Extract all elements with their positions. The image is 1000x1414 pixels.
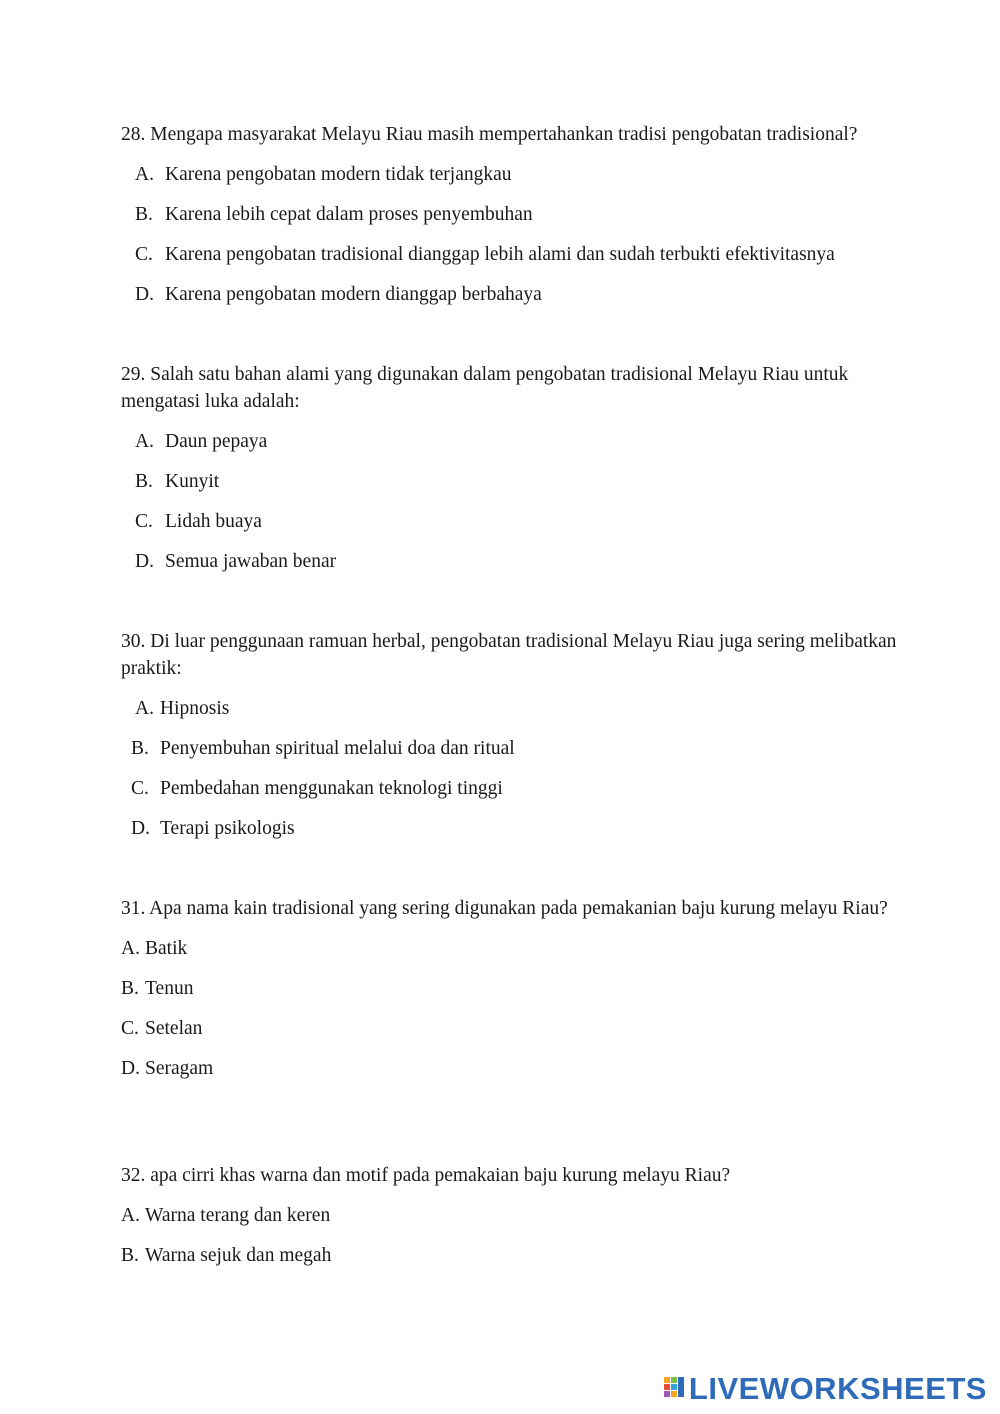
option-b[interactable]: [121, 201, 901, 228]
option-letter: B.: [121, 1245, 139, 1266]
option-text: Setelan: [145, 1018, 203, 1039]
option-b[interactable]: [121, 468, 901, 495]
option-d[interactable]: [121, 548, 901, 575]
question-29: [121, 361, 901, 575]
option-c[interactable]: [121, 508, 901, 535]
option-letter: B.: [135, 204, 153, 225]
option-text: Kunyit: [165, 471, 220, 492]
question-text: 30. Di luar penggunaan ramuan herbal, pengobatan tradisional Melayu Riau juga sering melibatkan praktik:: [121, 631, 897, 679]
option-text: Hipnosis: [160, 698, 230, 719]
question-28: [121, 121, 901, 308]
option-letter: D.: [135, 284, 154, 305]
option-letter: B.: [135, 471, 153, 492]
question-30: [121, 628, 901, 842]
option-text: Warna terang dan keren: [145, 1205, 331, 1226]
option-letter: D.: [131, 818, 150, 839]
option-list: [121, 935, 901, 1082]
option-d[interactable]: [121, 281, 901, 308]
option-a[interactable]: [121, 161, 901, 188]
option-text: Tenun: [145, 978, 194, 999]
option-list: [121, 428, 901, 575]
option-text: Batik: [145, 938, 188, 959]
question-text: 28. Mengapa masyarakat Melayu Riau masih mempertahankan tradisi pengobatan tradisional?: [121, 124, 858, 145]
option-letter: C.: [131, 778, 149, 799]
option-letter: C.: [121, 1018, 139, 1039]
option-d[interactable]: [121, 815, 901, 842]
option-b[interactable]: [121, 975, 901, 1002]
option-text: Daun pepaya: [165, 431, 268, 452]
option-b[interactable]: [121, 1242, 901, 1269]
option-text: Karena pengobatan tradisional dianggap lebih alami dan sudah terbukti efektivitasnya: [165, 244, 835, 265]
option-a[interactable]: [121, 695, 901, 722]
option-a[interactable]: [121, 428, 901, 455]
option-text: Karena pengobatan modern tidak terjangkau: [165, 164, 512, 185]
option-b[interactable]: [121, 735, 901, 762]
option-text: Semua jawaban benar: [165, 551, 337, 572]
liveworksheets-logo-icon: [664, 1377, 686, 1401]
brand-name: LIVEWORKSHEETS: [688, 1371, 987, 1406]
option-letter: B.: [131, 738, 149, 759]
option-list: [121, 695, 901, 842]
option-text: Lidah buaya: [165, 511, 262, 532]
option-d[interactable]: [121, 1055, 901, 1082]
option-text: Karena lebih cepat dalam proses penyembuhan: [165, 204, 533, 225]
option-text: Warna sejuk dan megah: [145, 1245, 332, 1266]
option-text: Pembedahan menggunakan teknologi tinggi: [160, 778, 503, 799]
option-text: Penyembuhan spiritual melalui doa dan ritual: [160, 738, 515, 759]
option-letter: D.: [135, 551, 154, 572]
option-letter: B.: [121, 978, 139, 999]
option-c[interactable]: [121, 241, 901, 268]
option-list: [121, 1202, 901, 1269]
liveworksheets-branding[interactable]: [664, 1371, 987, 1407]
option-text: Terapi psikologis: [160, 818, 295, 839]
option-letter: A.: [135, 164, 154, 185]
question-text: 31. Apa nama kain tradisional yang sering digunakan pada pemakanian baju kurung melayu Riau?: [121, 898, 888, 919]
question-text: 32. apa cirri khas warna dan motif pada pemakaian baju kurung melayu Riau?: [121, 1165, 731, 1186]
question-31: [121, 895, 901, 1082]
option-a[interactable]: [121, 935, 901, 962]
option-letter: A.: [135, 698, 154, 719]
question-32: [121, 1162, 901, 1269]
option-text: Seragam: [145, 1058, 214, 1079]
question-text: 29. Salah satu bahan alami yang digunakan dalam pengobatan tradisional Melayu Riau untuk mengatasi luka adalah:: [121, 364, 849, 412]
option-letter: A.: [135, 431, 154, 452]
option-a[interactable]: [121, 1202, 901, 1229]
option-letter: D.: [121, 1058, 140, 1079]
option-letter: A.: [121, 938, 140, 959]
option-c[interactable]: [121, 1015, 901, 1042]
option-list: [121, 161, 901, 308]
option-letter: A.: [121, 1205, 140, 1226]
option-letter: C.: [135, 511, 153, 532]
option-text: Karena pengobatan modern dianggap berbahaya: [165, 284, 542, 305]
option-letter: C.: [135, 244, 153, 265]
option-c[interactable]: [121, 775, 901, 802]
